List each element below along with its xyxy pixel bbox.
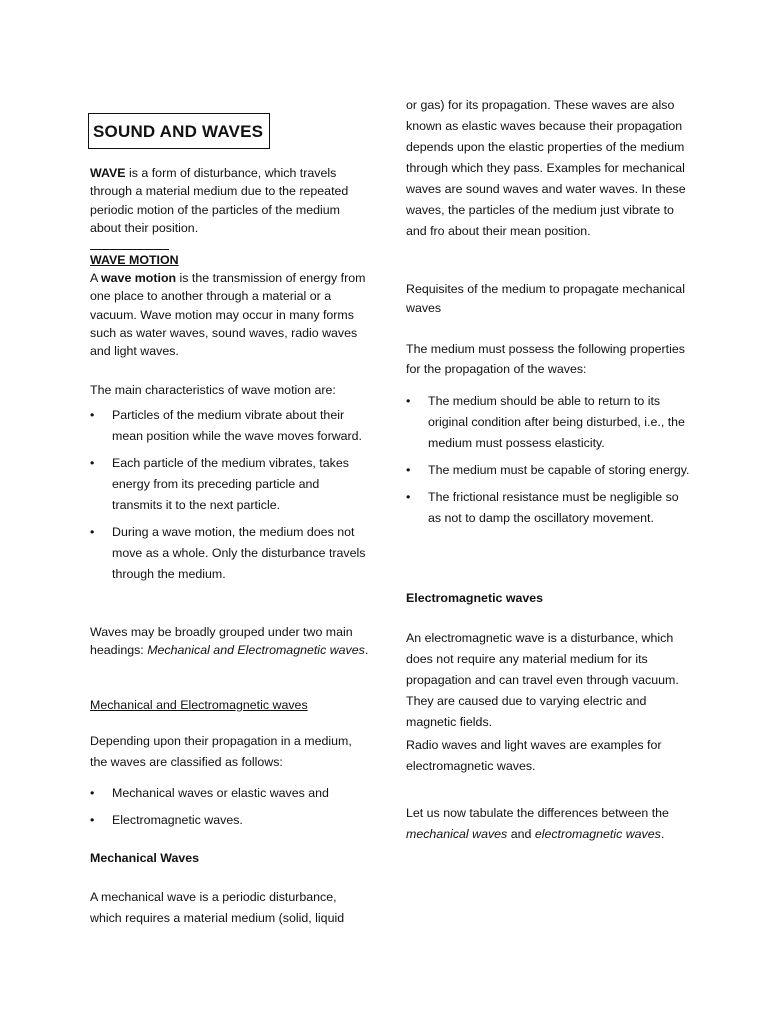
list-item: • Particles of the medium vibrate about their mean position while the wave moves forward. <box>90 405 370 447</box>
grouped-paragraph <box>90 623 370 660</box>
requisites-heading: Requisites of the medium to propagate mechanical waves <box>406 282 685 315</box>
tabulate-electromagnetic: electromagnetic waves <box>534 827 661 841</box>
possess-intro: The medium must possess the following properties for the propagation of the waves: <box>406 342 685 376</box>
list-item: • The medium should be able to return to its original condition after being disturbed, i.e., the medium must possess elasticity. <box>406 391 694 454</box>
mech-em-heading: Mechanical and Electromagnetic waves <box>90 698 308 712</box>
list-item: • The frictional resistance must be negligible so as not to damp the oscillatory movement. <box>406 487 694 529</box>
wave-definition <box>90 164 370 237</box>
characteristics-list <box>90 405 370 591</box>
mechanical-waves-paragraph: A mechanical wave is a periodic disturbance, which requires a material medium (solid, liquid <box>90 890 345 925</box>
wave-motion-text: is the transmission of energy from one place to another through a material or a vacuum. Wave motion may occur in many forms such as water waves, sound waves, radio waves and light waves. <box>90 271 366 359</box>
list-item: • During a wave motion, the medium does not move as a whole. Only the disturbance travels through the medium. <box>90 522 370 585</box>
electromagnetic-examples: Radio waves and light waves are examples for electromagnetic waves. <box>406 738 662 773</box>
wave-definition-text: is a form of disturbance, which travels through a material medium due to the repeated periodic motion of the particles of the medium about their position. <box>90 166 349 235</box>
properties-list <box>406 391 694 535</box>
electromagnetic-waves-paragraph: An electromagnetic wave is a disturbance, which does not require any material medium for its propagation and can travel even through vacuum. They are caused due to varying electric and magnetic fields. <box>406 631 679 729</box>
tabulate-mid: and <box>507 827 535 841</box>
characteristics-intro: The main characteristics of wave motion are: <box>90 383 336 397</box>
mechanical-waves-continued: or gas) for its propagation. These waves are also known as elastic waves because their propagation depends upon the elastic properties of the medium through which they pass. Examples for mechanical waves are sound waves and water waves. In these waves, the particles of the medium just vibrate to and fro about their mean position. <box>406 98 686 238</box>
tabulate-post: . <box>660 827 665 841</box>
grouped-post: . <box>364 643 369 658</box>
tabulate-paragraph <box>406 803 694 845</box>
grouped-emphasis: Mechanical and Electromagnetic waves <box>147 643 365 658</box>
tabulate-pre: Let us now tabulate the differences between the <box>406 806 669 820</box>
wave-motion-term: wave motion <box>101 271 177 285</box>
classified-intro: Depending upon their propagation in a medium, the waves are classified as follows: <box>90 734 352 769</box>
wave-motion-heading: WAVE MOTION <box>90 253 179 267</box>
mechanical-waves-heading: Mechanical Waves <box>90 851 200 865</box>
title-box <box>88 113 270 149</box>
wave-motion-pre: A <box>90 271 102 285</box>
wave-motion-paragraph <box>90 269 370 360</box>
list-item: • Electromagnetic waves. <box>90 810 370 831</box>
wave-term: WAVE <box>90 166 126 180</box>
page-title: SOUND AND WAVES <box>93 122 264 141</box>
tabulate-mechanical: mechanical waves <box>406 827 508 841</box>
list-item: • Mechanical waves or elastic waves and <box>90 783 370 804</box>
list-item: • The medium must be capable of storing energy. <box>406 460 694 481</box>
list-item: • Each particle of the medium vibrates, takes energy from its preceding particle and transmits it to the next particle. <box>90 453 370 516</box>
electromagnetic-waves-heading: Electromagnetic waves <box>406 591 544 605</box>
divider-line <box>90 249 169 250</box>
grouped-pre: Waves may be broadly grouped under two main headings: <box>90 625 353 658</box>
classified-list <box>90 783 370 837</box>
